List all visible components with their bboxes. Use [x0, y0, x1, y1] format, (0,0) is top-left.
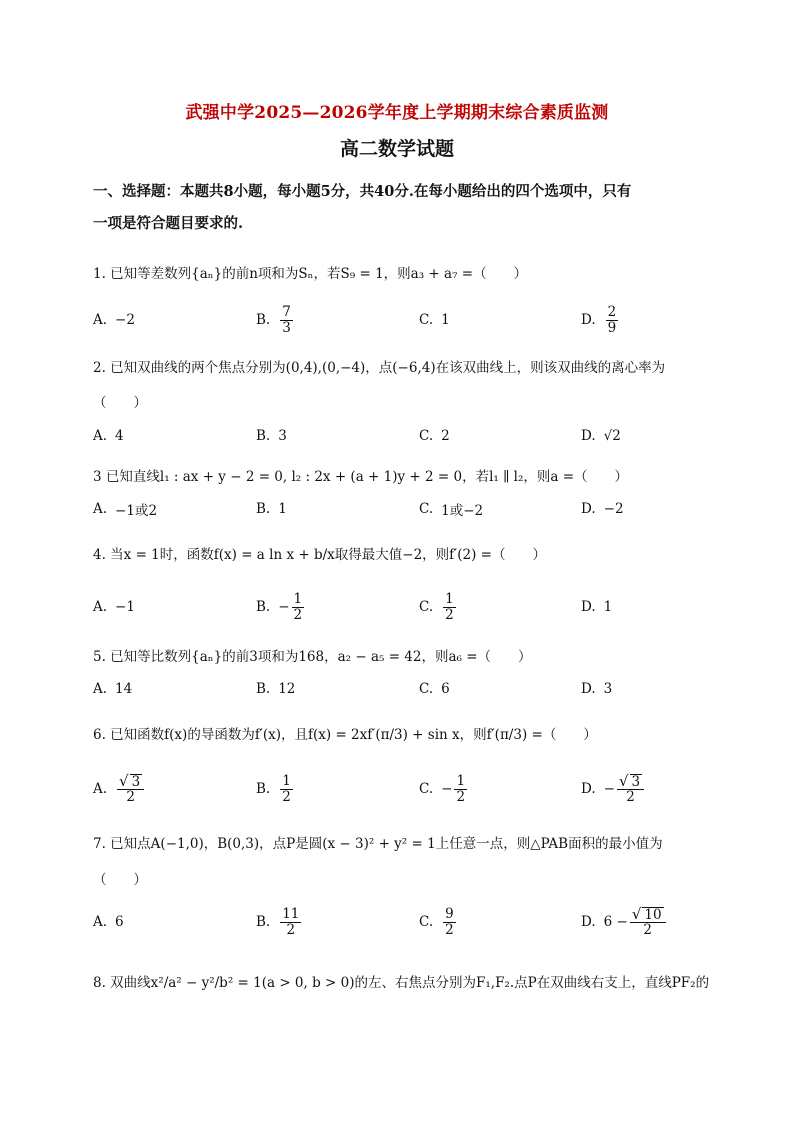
question-7-stem-cont: （ ）: [93, 872, 147, 888]
question-5-stem: 5. 已知等比数列{aₙ}的前3项和为168，a₂ − a₅ = 42，则a₆ =（ ）: [93, 649, 532, 665]
q3-option-d[interactable]: D. −2: [581, 501, 624, 517]
q1-option-b[interactable]: B. $\frac{7}{3}$: [256, 304, 291, 336]
fraction: $\frac{1}{2}$: [445, 591, 454, 623]
section-heading-1: [93, 176, 705, 240]
question-2-stem: 2. 已知双曲线的两个焦点分别为(0,4),(0,−4)，点(−6,4)在该双曲线上，则该双曲线的离心率为: [93, 360, 666, 376]
q2-option-a[interactable]: A. 4: [93, 428, 124, 444]
q5-option-d[interactable]: D. 3: [581, 681, 613, 697]
question-4-stem: 4. 当x = 1时，函数f(x) = a ln x + b/x取得最大值−2，则f′(2) =（ ）: [93, 547, 546, 563]
q6-option-c[interactable]: C. − $\frac{1}{2}$: [419, 773, 466, 805]
question-1-stem: 1. 已知等差数列{aₙ}的前n项和为Sₙ，若S₉ = 1，则a₃ + a₇ =（ ）: [93, 266, 528, 282]
q5-option-c[interactable]: C. 6: [419, 681, 450, 697]
question-2-stem-cont: （ ）: [93, 395, 147, 411]
q3-option-a[interactable]: A. −1或2: [93, 501, 158, 519]
q7-option-a[interactable]: A. 6: [93, 914, 124, 930]
q7-option-d[interactable]: D. 6 − $\frac{√ 10}{2}$: [581, 905, 668, 939]
fraction: $\frac{1}{2}$: [293, 591, 303, 623]
q2-option-d[interactable]: D. √2: [581, 428, 621, 444]
section-heading-line-1: 一、选择题：本题共8小题，每小题5分，共40分.在每小题给出的四个选项中，只有: [93, 183, 632, 200]
question-2-options: [93, 419, 708, 453]
fraction: $\frac{√ 3}{2}$: [117, 774, 144, 805]
q4-option-d[interactable]: D. 1: [581, 599, 613, 615]
question-3-options: [93, 492, 708, 526]
q1-option-c[interactable]: C. 1: [419, 312, 450, 328]
question-7-stem: 7. 已知点A(−1,0)，B(0,3)，点P是圆(x − 3)² + y² = 1上任意一点，则△PAB面积的最小值为: [93, 836, 663, 852]
fraction: $\frac{√ 10}{2}$: [630, 907, 666, 938]
q7-option-c[interactable]: C. $\frac{9}{2}$: [419, 906, 454, 938]
q5-option-b[interactable]: B. 12: [256, 681, 296, 697]
fraction: $\frac{7}{3}$: [282, 304, 291, 336]
section-heading-line-2: 一项是符合题目要求的.: [93, 215, 244, 232]
question-6-stem: 6. 已知函数f(x)的导函数为f′(x)，且f(x) = 2xf′(π/3) + sin x，则f′(π/3) =（ ）: [93, 727, 597, 743]
q6-option-b[interactable]: B. $\frac{1}{2}$: [256, 773, 291, 805]
q4-option-c[interactable]: C. $\frac{1}{2}$: [419, 591, 454, 623]
q4-option-b[interactable]: B. − $\frac{1}{2}$: [256, 591, 303, 623]
question-1-options: [93, 303, 708, 337]
school-title: 武强中学2025—2026学年度上学期期末综合素质监测: [185, 103, 609, 123]
question-5-options: [93, 672, 708, 706]
q2-option-b[interactable]: B. 3: [256, 428, 287, 444]
fraction: $\frac{√ 3}{2}$: [617, 774, 644, 805]
q1-option-a[interactable]: A. −2: [93, 312, 135, 328]
fraction: $\frac{9}{2}$: [445, 906, 454, 938]
fraction: $\frac{11}{2}$: [282, 906, 300, 938]
question-6-options: [93, 772, 708, 806]
fraction: $\frac{2}{9}$: [607, 304, 617, 336]
question-7-options: [93, 905, 708, 939]
q2-option-c[interactable]: C. 2: [419, 428, 450, 444]
q6-option-a[interactable]: A. $\frac{√ 3}{2}$: [93, 772, 146, 806]
q1-option-d[interactable]: D. $\frac{2}{9}$: [581, 304, 617, 336]
question-4-options: [93, 590, 708, 624]
q7-option-b[interactable]: B. $\frac{11}{2}$: [256, 906, 300, 938]
q3-option-c[interactable]: C. 1或−2: [419, 501, 484, 519]
q5-option-a[interactable]: A. 14: [93, 681, 133, 697]
fraction: $\frac{1}{2}$: [282, 773, 291, 805]
subject-title: 高二数学试题: [339, 138, 454, 160]
q3-option-b[interactable]: B. 1: [256, 501, 287, 517]
q6-option-d[interactable]: D. − $\frac{√ 3}{2}$: [581, 772, 646, 806]
question-3-stem: 3 已知直线l₁ : ax + y − 2 = 0, l₂ : 2x + (a + 1)y + 2 = 0，若l₁ ∥ l₂，则a =（ ）: [93, 469, 629, 485]
q4-option-a[interactable]: A. −1: [93, 599, 135, 615]
fraction: $\frac{1}{2}$: [456, 773, 466, 805]
question-8-stem: 8. 双曲线x²/a² − y²/b² = 1(a > 0, b > 0)的左、右焦点分别为F₁,F₂.点P在双曲线右支上，直线PF₂的: [93, 975, 710, 991]
